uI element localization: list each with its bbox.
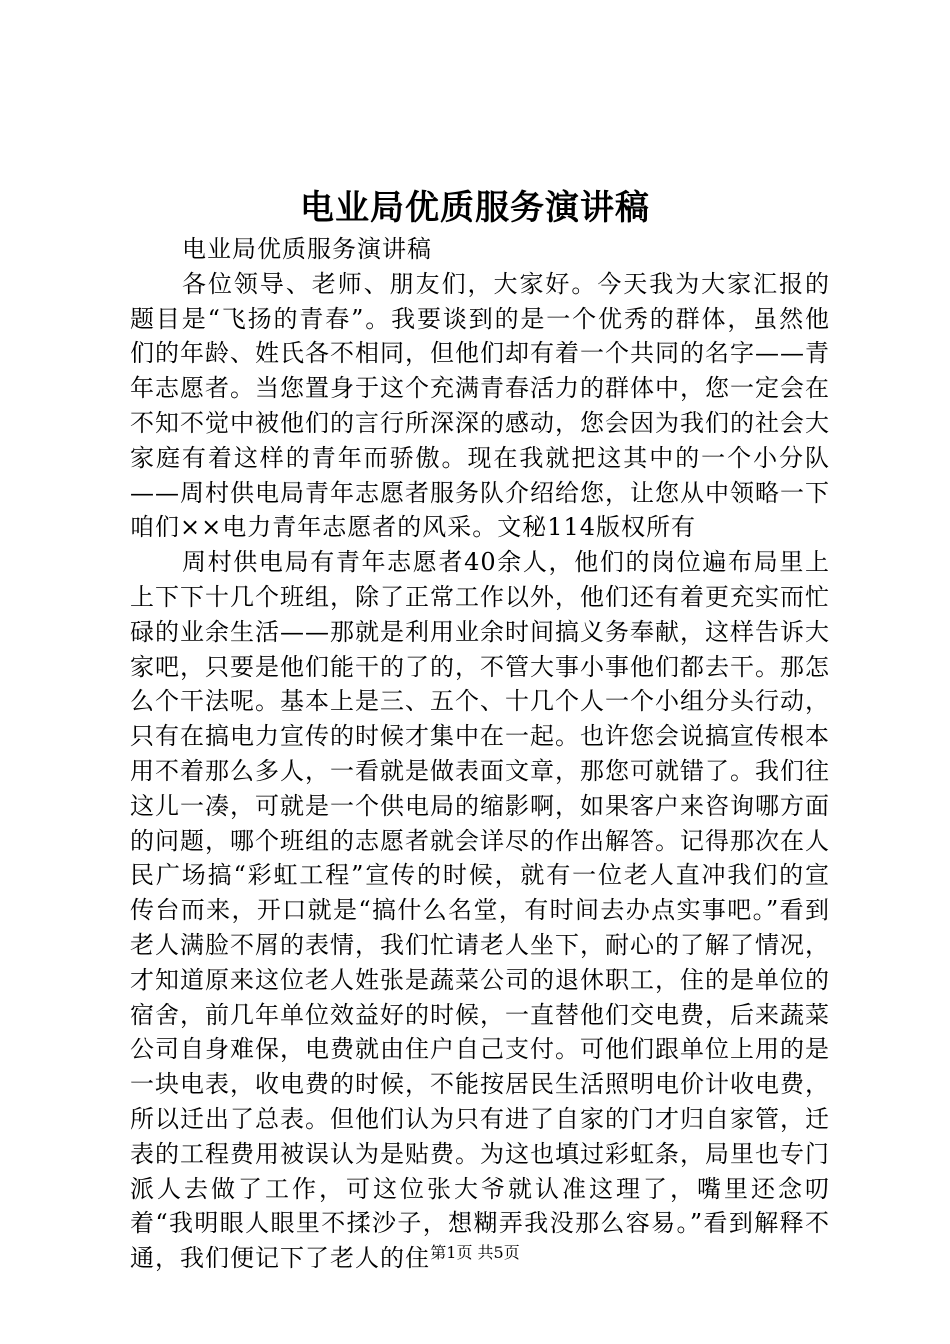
page-number-footer: 第1页 共5页 — [430, 1243, 520, 1262]
paragraph-volunteers: 周村供电局有青年志愿者40余人，他们的岗位遍布局里上上下下十几个班组，除了正常工作以外，他们还有着更充实而忙碌的业余生活——那就是利用业余时间搞义务奉献，这样告诉大家吧，只要是他们能干的了的，不管大事小事他们都去干。那怎么个干法呢。基本上是三、五个、十几个人一个小组分头行动，只有在搞电力宣传的时候才集中在一起。也许您会说搞宣传根本用不着那么多人，一看就是做表面文章，那您可就错了。我们往这儿一凑，可就是一个供电局的缩影啊，如果客户来咨询哪方面的问题，哪个班组的志愿者就会详尽的作出解答。记得那次在人民广场搞“彩虹工程”宣传的时候，就有一位老人直冲我们的宣传台而来，开口就是“搞什么名堂，有时间去办点实事吧。”看到老人满脸不屑的表情，我们忙请老人坐下，耐心的了解了情况，才知道原来这位老人姓张是蔬菜公司的退休职工，住的是单位的宿舍，前几年单位效益好的时候，一直替他们交电费，后来蔬菜公司自身难保，电费就由住户自己支付。可他们跟单位上用的是一块电表，收电费的时候，不能按居民生活照明电价计收电费，所以迁出了总表。但他们认为只有进了自家的门才归自家管，迁表的工程费用被误认为是贴费。为这也填过彩虹条，局里也专门派人去做了工作，可这位张大爷就认准这理了，嘴里还念叨着“我明眼人眼里不揉沙子，想糊弄我没那么容易。”看到解释不通，我们便记下了老人的住 — [130, 548, 830, 1273]
document-body — [130, 232, 830, 1276]
document-title: 电业局优质服务演讲稿 — [300, 188, 650, 228]
paragraph-subtitle: 电业局优质服务演讲稿 — [182, 235, 432, 263]
paragraph-opening: 各位领导、老师、朋友们，大家好。今天我为大家汇报的题目是“飞扬的青春”。我要谈到的是一个优秀的群体，虽然他们的年龄、姓氏各不相同，但他们却有着一个共同的名字——青年志愿者。当您置身于这个充满青春活力的群体中，您一定会在不知不觉中被他们的言行所深深的感动，您会因为我们的社会大家庭有着这样的青年而骄傲。现在我就把这其中的一个小分队——周村供电局青年志愿者服务队介绍给您，让您从中领略一下咱们××电力青年志愿者的风采。文秘114版权所有 — [130, 269, 830, 542]
